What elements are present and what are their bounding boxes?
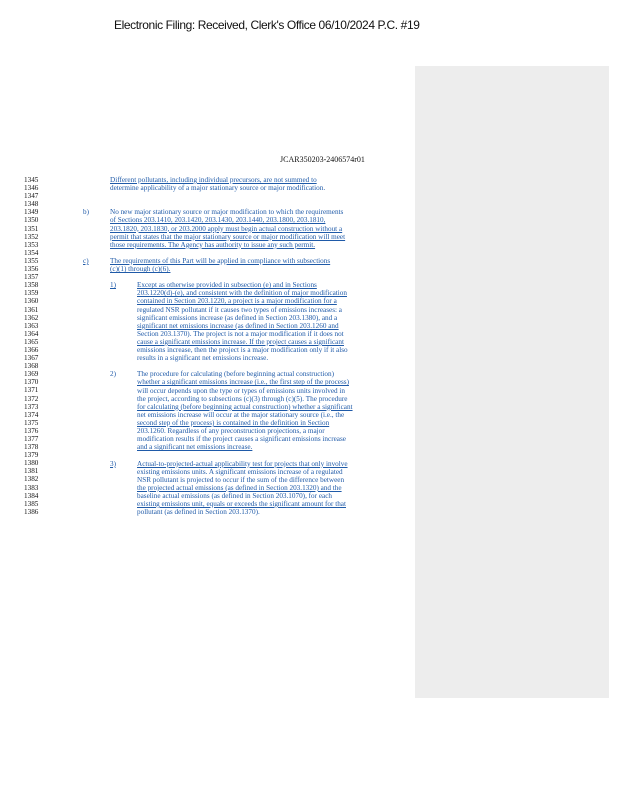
sub-2-label: 2) (110, 370, 116, 379)
sub-2-line: The procedure for calculating (before beginning actual construction) (137, 370, 334, 379)
sub-1-line: results in a significant net emissions increase. (137, 354, 269, 363)
line-number: 1378 (24, 443, 39, 452)
intro-line-2: determine applicability of a major stationary source or major modification. (110, 184, 326, 193)
sub-2-line: will occur depends upon the type or types of emissions units involved in (137, 386, 346, 395)
sub-1-label: 1) (110, 281, 116, 290)
para-b-line: 203.1820, 203.1830, or 203.2000 apply must begin actual construction without a (110, 224, 343, 233)
sub-2-line: modification results if the project causes a significant emissions increase (137, 435, 346, 444)
line-number: 1373 (24, 402, 39, 411)
para-c (110, 257, 330, 273)
sub-2-line: the project, according to subsections (c)(3) through (c)(5). The procedure (137, 394, 348, 403)
line-number: 1364 (24, 329, 39, 338)
electronic-filing-header: Electronic Filing: Received, Clerk's Office 06/10/2024 P.C. #19 (114, 18, 420, 32)
line-number: 1369 (24, 370, 39, 379)
sub-2-line: second step of the process) is contained in the definition in Section (137, 418, 330, 427)
line-number: 1358 (24, 281, 39, 290)
para-b-line: those requirements. The Agency has authority to issue any such permit. (110, 240, 316, 249)
sub-2 (137, 370, 353, 451)
document-id: JCAR350203-2406574r01 (280, 155, 365, 164)
para-b-line: permit that states that the major stationary source or major modification will meet (110, 232, 346, 241)
sub-2-line: and a significant net emissions increase. (137, 443, 253, 452)
line-number: 1380 (24, 459, 39, 468)
sub-1-line: contained in Section 203.1220, a project is a major modification for a (137, 297, 337, 306)
sub-1-line: regulated NSR pollutant if it causes two types of emissions increases: a (137, 305, 343, 314)
line-number: 1360 (24, 297, 39, 306)
para-b-label: b) (83, 208, 89, 217)
line-number: 1349 (24, 208, 39, 217)
line-number: 1352 (24, 232, 39, 241)
line-number: 1355 (24, 256, 39, 265)
line-number: 1366 (24, 345, 39, 354)
line-number: 1375 (24, 418, 39, 427)
sub-3-line: baseline actual emissions (as defined in Section 203.1070), for each (137, 491, 333, 500)
para-b (110, 208, 345, 248)
sub-2-line: net emissions increase will occur at the major stationary source (i.e., the (137, 410, 345, 419)
sub-2-line: 203.1260. Regardless of any preconstruction projections, a major (137, 427, 325, 436)
sub-1-line: cause a significant emissions increase. If the project causes a significant (137, 337, 344, 346)
line-number: 1385 (24, 499, 39, 508)
line-number: 1362 (24, 313, 39, 322)
intro-line-1: Different pollutants, including individual precursors, are not summed to (110, 176, 317, 184)
sub-1-line: significant emissions increase (as defined in Section 203.1380), and a (137, 313, 338, 322)
line-number: 1350 (24, 216, 39, 225)
sub-3-line: pollutant (as defined in Section 203.1370). (137, 508, 260, 517)
sub-3 (137, 460, 348, 517)
line-number: 1386 (24, 507, 39, 516)
line-number: 1382 (24, 475, 39, 484)
line-number: 1348 (24, 200, 39, 209)
line-numbers (24, 176, 38, 516)
line-number: 1346 (24, 184, 39, 193)
line-number: 1347 (24, 192, 39, 201)
sub-3-label: 3) (110, 459, 116, 468)
line-number: 1379 (24, 451, 39, 460)
line-number: 1384 (24, 491, 39, 500)
line-number: 1381 (24, 467, 39, 476)
line-number: 1368 (24, 362, 39, 371)
para-c-label: c) (83, 257, 89, 265)
para-c-line: (c)(1) through (c)(6). (110, 265, 171, 274)
line-number: 1377 (24, 435, 39, 443)
line-number: 1345 (24, 176, 39, 184)
line-number: 1353 (24, 240, 39, 249)
line-number: 1357 (24, 273, 39, 282)
intro-paragraph (110, 176, 325, 192)
para-b-line: of Sections 203.1410, 203.1420, 203.1430, 203.1440, 203.1800, 203.1810, (110, 216, 326, 225)
line-number: 1359 (24, 289, 39, 298)
line-number: 1372 (24, 394, 39, 403)
comment-pane (415, 66, 609, 698)
line-number: 1376 (24, 426, 39, 435)
sub-3-line: the projected actual emissions (as defined in Section 203.1320) and the (137, 483, 342, 492)
sub-2-line: whether a significant emissions increase (i.e., the first step of the process) (137, 378, 349, 387)
line-number: 1351 (24, 224, 39, 233)
sub-3-line: existing emissions units. A significant emissions increase of a regulated (137, 467, 343, 476)
line-number: 1367 (24, 354, 39, 363)
sub-1-line: Except as otherwise provided in subsection (e) and in Sections (137, 281, 317, 290)
sub-2-line: for calculating (before beginning actual construction) whether a significant (137, 402, 353, 411)
sub-3-line: Actual-to-projected-actual applicability test for projects that only involve (137, 459, 348, 468)
line-number: 1354 (24, 248, 39, 257)
sub-1 (137, 281, 348, 362)
sub-3-line: NSR pollutant is projected to occur if the sum of the difference between (137, 475, 345, 484)
sub-3-line: existing emissions unit, equals or exceeds the significant amount for that (137, 499, 346, 508)
sub-1-line: Section 203.1370). The project is not a major modification if it does not (137, 329, 344, 338)
line-number: 1361 (24, 305, 39, 314)
line-number: 1365 (24, 337, 39, 346)
line-number: 1363 (24, 321, 39, 330)
line-number: 1370 (24, 378, 39, 387)
line-number: 1356 (24, 265, 39, 274)
para-b-line: No new major stationary source or major modification to which the requirements (110, 208, 344, 217)
line-number: 1383 (24, 483, 39, 492)
sub-1-line: significant net emissions increase (as defined in Section 203.1260 and (137, 321, 339, 330)
para-c-line: The requirements of this Part will be applied in compliance with subsections (110, 257, 331, 265)
sub-1-line: emissions increase, then the project is a major modification only if it also (137, 346, 348, 355)
line-number: 1371 (24, 386, 39, 395)
sub-1-line: 203.1220(d)-(e), and consistent with the definition of major modification (137, 289, 347, 298)
line-number: 1374 (24, 410, 39, 419)
